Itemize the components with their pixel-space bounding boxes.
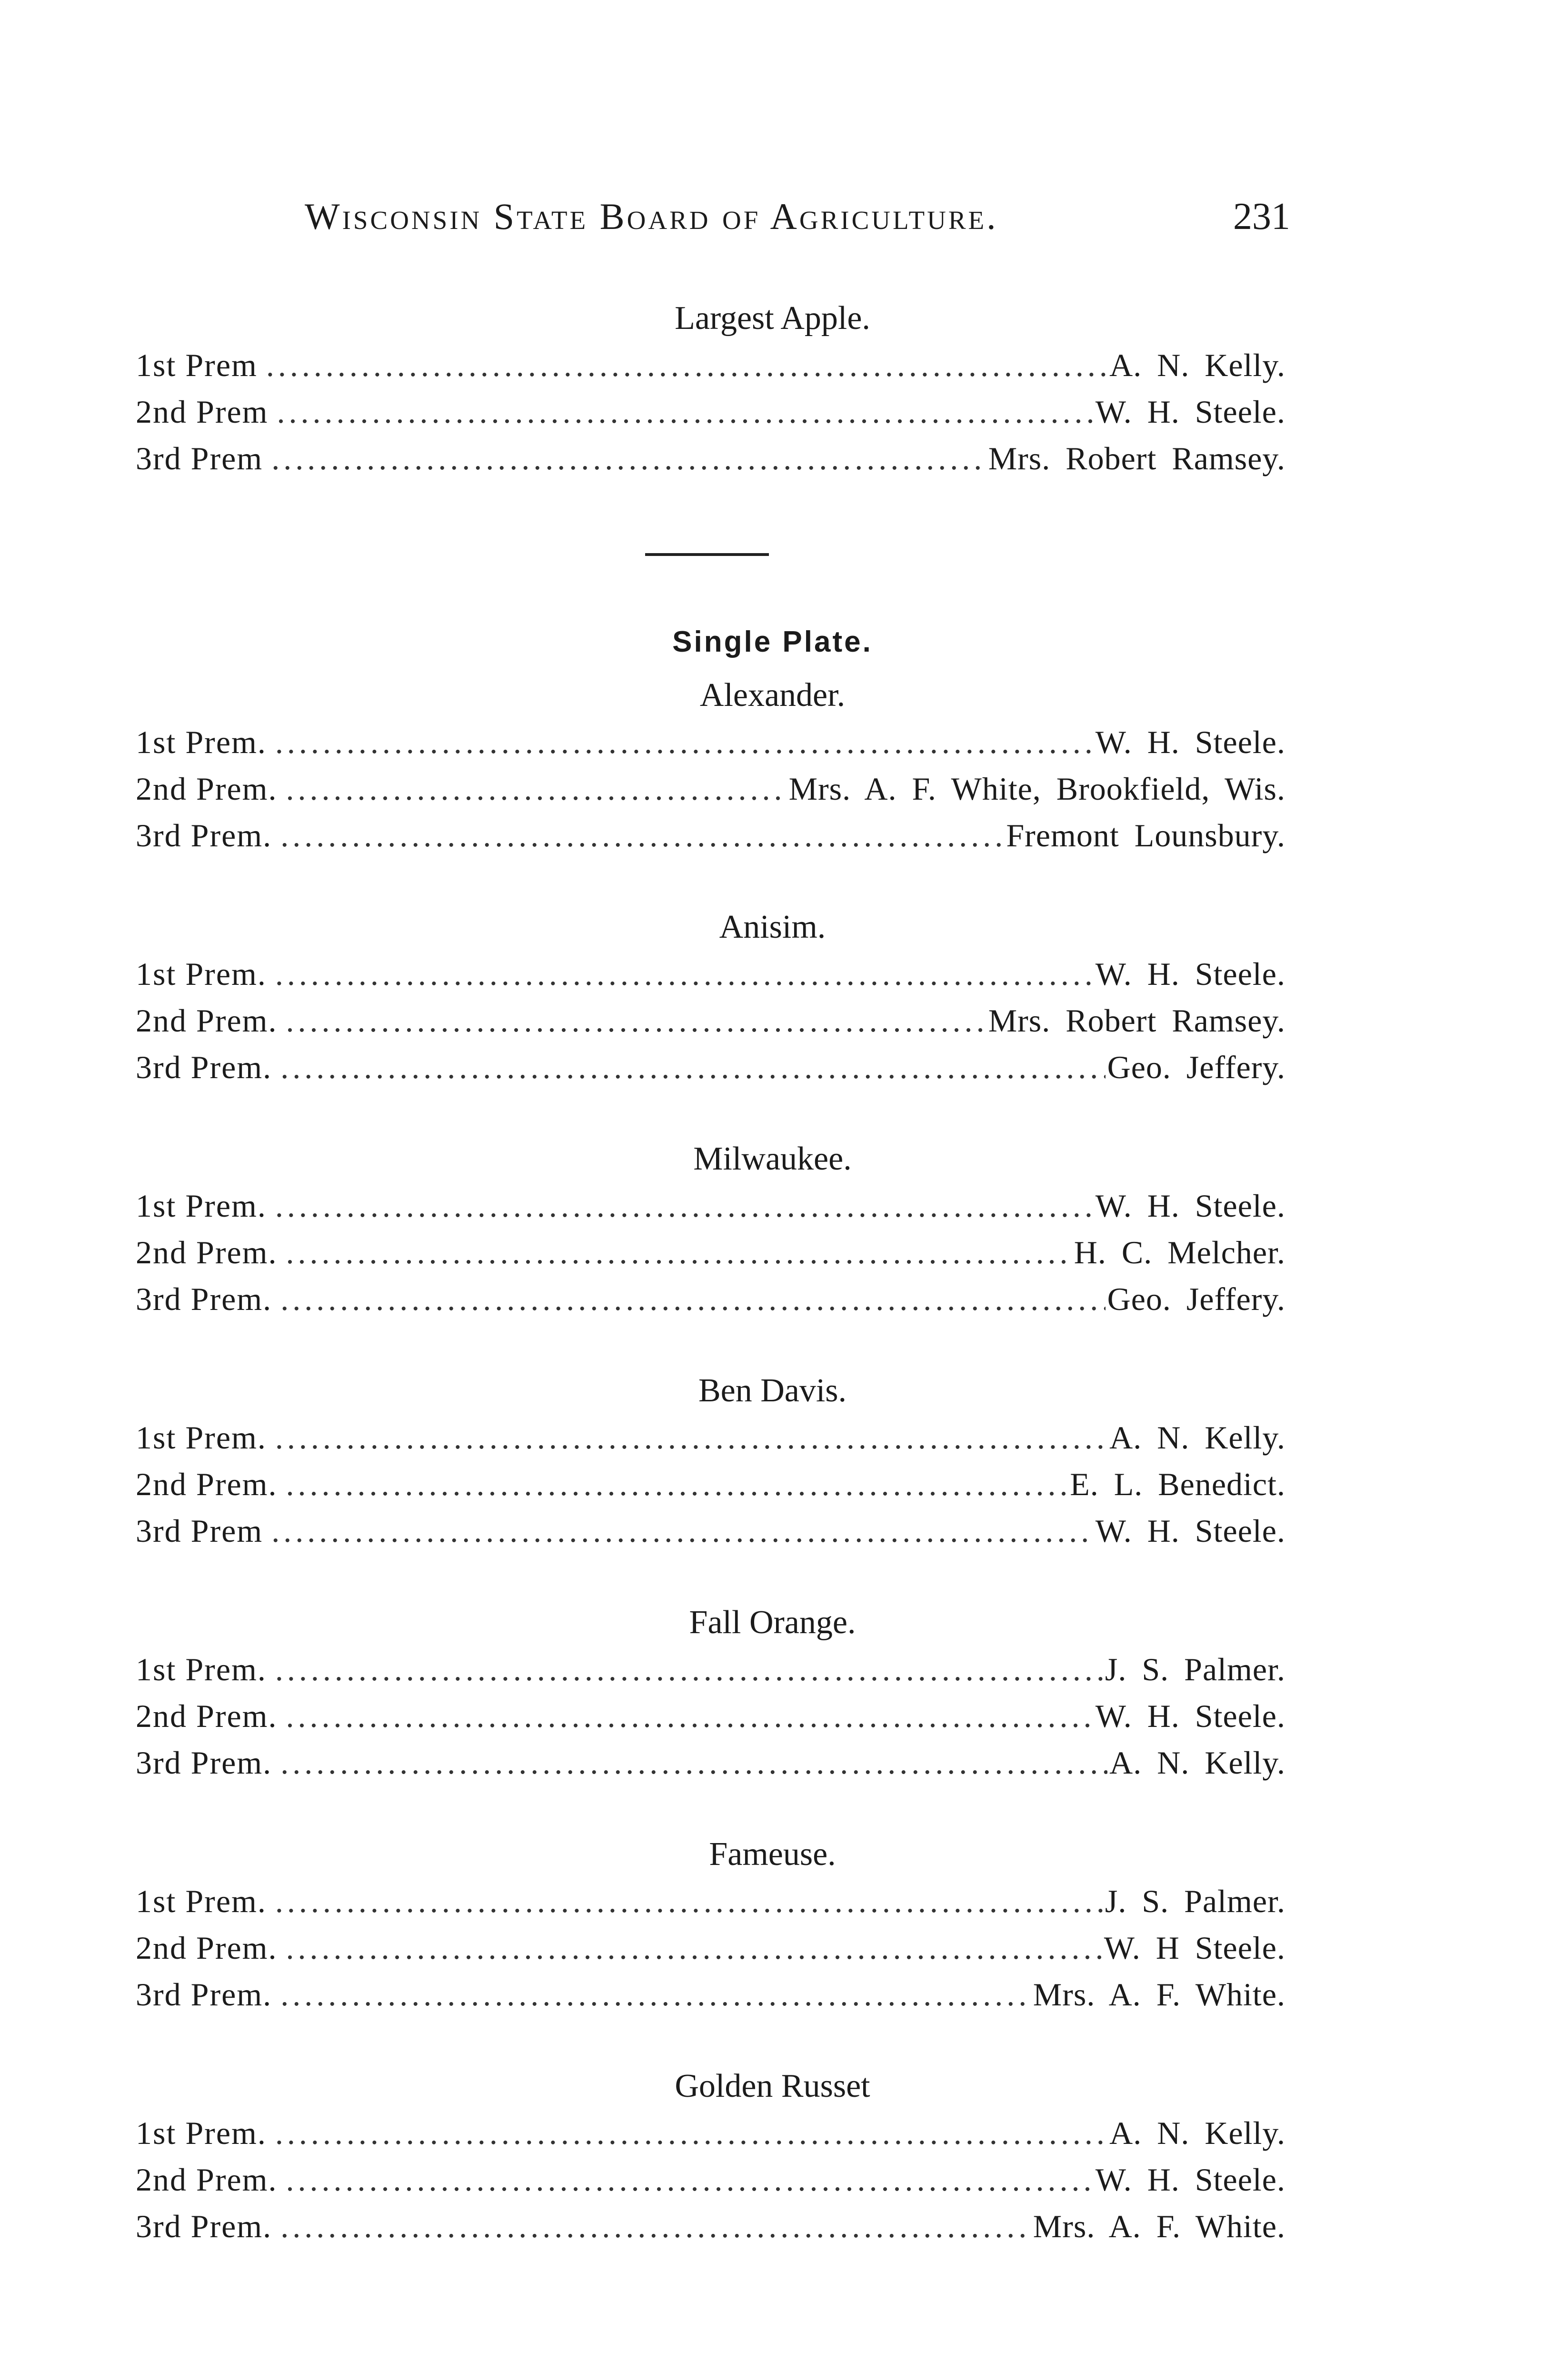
dot-leader — [275, 1182, 1094, 1229]
running-head: Wisconsin State Board of Agriculture. — [305, 196, 998, 237]
section-anisim — [136, 904, 1285, 1091]
premium-place: 1st Prem. — [136, 724, 267, 760]
section-title: Alexander. — [699, 677, 846, 714]
section-gap — [136, 2018, 1285, 2063]
premium-row — [136, 1044, 1285, 1091]
section-fameuse — [136, 1831, 1285, 2018]
dot-leader — [286, 1924, 1102, 1971]
premium-row — [136, 1182, 1285, 1229]
premium-row — [136, 2203, 1285, 2250]
page-number: 231 — [1233, 196, 1290, 238]
dot-leader — [275, 1878, 1103, 1924]
dot-leader — [271, 1507, 1094, 1554]
dot-leader — [280, 2203, 1031, 2250]
premium-row — [136, 1507, 1285, 1554]
premium-winner: A. N. Kelly. — [1109, 1419, 1285, 1456]
premium-row — [136, 1461, 1285, 1507]
premium-row — [136, 1229, 1285, 1276]
premium-winner: Mrs. Robert Ramsey. — [988, 1002, 1285, 1039]
dot-leader — [277, 388, 1094, 435]
premium-row — [136, 812, 1285, 859]
premium-winner: Mrs. Robert Ramsey. — [988, 440, 1285, 476]
dot-leader — [271, 435, 986, 482]
premium-row — [136, 719, 1285, 765]
section-ben-davis — [136, 1368, 1285, 1554]
premium-row — [136, 2156, 1285, 2203]
section-golden-russet — [136, 2063, 1285, 2250]
main-heading: Single Plate. — [672, 625, 873, 658]
dot-leader — [286, 997, 986, 1044]
premium-place: 1st Prem. — [136, 1188, 267, 1224]
premium-winner: W. H. Steele. — [1095, 724, 1285, 760]
premium-winner: Geo. Jeffery. — [1107, 1049, 1285, 1085]
premium-winner: J. S. Palmer. — [1105, 1651, 1285, 1687]
premium-row — [136, 1878, 1285, 1924]
premium-row — [136, 765, 1285, 812]
premium-place: 1st Prem. — [136, 1651, 267, 1687]
page-header — [305, 195, 1290, 248]
dot-leader — [280, 1276, 1105, 1322]
premium-winner: J. S. Palmer. — [1105, 1883, 1285, 1919]
section-title: Largest Apple. — [675, 300, 870, 337]
dot-leader — [275, 719, 1094, 765]
premium-winner: W. H. Steele. — [1095, 1513, 1285, 1549]
dot-leader — [286, 765, 787, 812]
premium-row — [136, 1924, 1285, 1971]
premium-place: 1st Prem — [136, 347, 258, 383]
section-divider — [645, 553, 769, 556]
section-title: Fameuse. — [709, 1836, 836, 1873]
premium-winner: W. H. Steele. — [1095, 2162, 1285, 2198]
dot-leader — [286, 2156, 1094, 2203]
premium-row — [136, 342, 1285, 388]
dot-leader — [286, 1229, 1072, 1276]
section-gap — [136, 1322, 1285, 1368]
section-largest-apple — [136, 295, 1285, 482]
premium-row — [136, 2110, 1285, 2156]
dot-leader — [280, 1739, 1107, 1786]
premium-place: 1st Prem. — [136, 1419, 267, 1456]
dot-leader — [286, 1693, 1094, 1739]
premium-row — [136, 435, 1285, 482]
premium-place: 3rd Prem. — [136, 1281, 272, 1317]
premium-place: 2nd Prem. — [136, 2162, 278, 2198]
dot-leader — [266, 342, 1107, 388]
section-gap — [136, 1786, 1285, 1831]
premium-winner: E. L. Benedict. — [1070, 1466, 1285, 1502]
premium-winner: W. H. Steele. — [1095, 1188, 1285, 1224]
premium-place: 3rd Prem. — [136, 1976, 272, 2013]
premium-winner: W. H Steele. — [1104, 1930, 1285, 1966]
premium-row — [136, 1971, 1285, 2018]
premium-place: 2nd Prem. — [136, 771, 278, 807]
dot-leader — [286, 1461, 1068, 1507]
section-gap — [136, 1091, 1285, 1136]
premium-place: 3rd Prem — [136, 440, 263, 476]
section-gap — [136, 859, 1285, 904]
premium-winner: A. N. Kelly. — [1109, 347, 1285, 383]
premium-winner: Mrs. A. F. White. — [1033, 2208, 1285, 2244]
premium-place: 1st Prem. — [136, 956, 267, 992]
section-title: Golden Russet — [675, 2068, 870, 2104]
premium-winner: Mrs. A. F. White. — [1033, 1976, 1285, 2013]
dot-leader — [275, 951, 1094, 997]
premium-winner: A. N. Kelly. — [1109, 2115, 1285, 2151]
premium-winner: W. H. Steele. — [1095, 956, 1285, 992]
premium-place: 1st Prem. — [136, 1883, 267, 1919]
page-content — [136, 295, 1285, 2250]
premium-place: 2nd Prem. — [136, 1002, 278, 1039]
premium-row — [136, 997, 1285, 1044]
premium-winner: Geo. Jeffery. — [1107, 1281, 1285, 1317]
premium-winner: H. C. Melcher. — [1074, 1234, 1285, 1270]
dot-leader — [275, 1414, 1107, 1461]
premium-winner: Mrs. A. F. White, Brookfield, Wis. — [788, 771, 1285, 807]
premium-place: 2nd Prem. — [136, 1930, 278, 1966]
dot-leader — [280, 812, 1004, 859]
premium-place: 2nd Prem — [136, 394, 269, 430]
dot-leader — [280, 1044, 1105, 1091]
section-alexander — [136, 672, 1285, 859]
section-fall-orange — [136, 1599, 1285, 1786]
premium-winner: W. H. Steele. — [1095, 394, 1285, 430]
section-milwaukee — [136, 1136, 1285, 1322]
section-gap — [136, 1554, 1285, 1599]
premium-place: 3rd Prem. — [136, 1745, 272, 1781]
premium-place: 2nd Prem. — [136, 1698, 278, 1734]
dot-leader — [275, 1646, 1103, 1693]
premium-place: 3rd Prem. — [136, 1049, 272, 1085]
premium-row — [136, 388, 1285, 435]
premium-row — [136, 1693, 1285, 1739]
premium-row — [136, 1646, 1285, 1693]
premium-row — [136, 951, 1285, 997]
premium-winner: A. N. Kelly. — [1109, 1745, 1285, 1781]
premium-place: 3rd Prem — [136, 1513, 263, 1549]
premium-winner: Fremont Lounsbury. — [1006, 817, 1285, 853]
premium-place: 3rd Prem. — [136, 817, 272, 853]
premium-place: 1st Prem. — [136, 2115, 267, 2151]
section-title: Milwaukee. — [693, 1140, 852, 1177]
premium-row — [136, 1414, 1285, 1461]
section-title: Ben Davis. — [698, 1372, 847, 1409]
section-title: Fall Orange. — [689, 1604, 856, 1641]
section-title: Anisim. — [719, 909, 826, 945]
premium-place: 2nd Prem. — [136, 1466, 278, 1502]
dot-leader — [275, 2110, 1107, 2156]
premium-row — [136, 1276, 1285, 1322]
dot-leader — [280, 1971, 1031, 2018]
premium-place: 3rd Prem. — [136, 2208, 272, 2244]
premium-row — [136, 1739, 1285, 1786]
premium-winner: W. H. Steele. — [1095, 1698, 1285, 1734]
premium-place: 2nd Prem. — [136, 1234, 278, 1270]
